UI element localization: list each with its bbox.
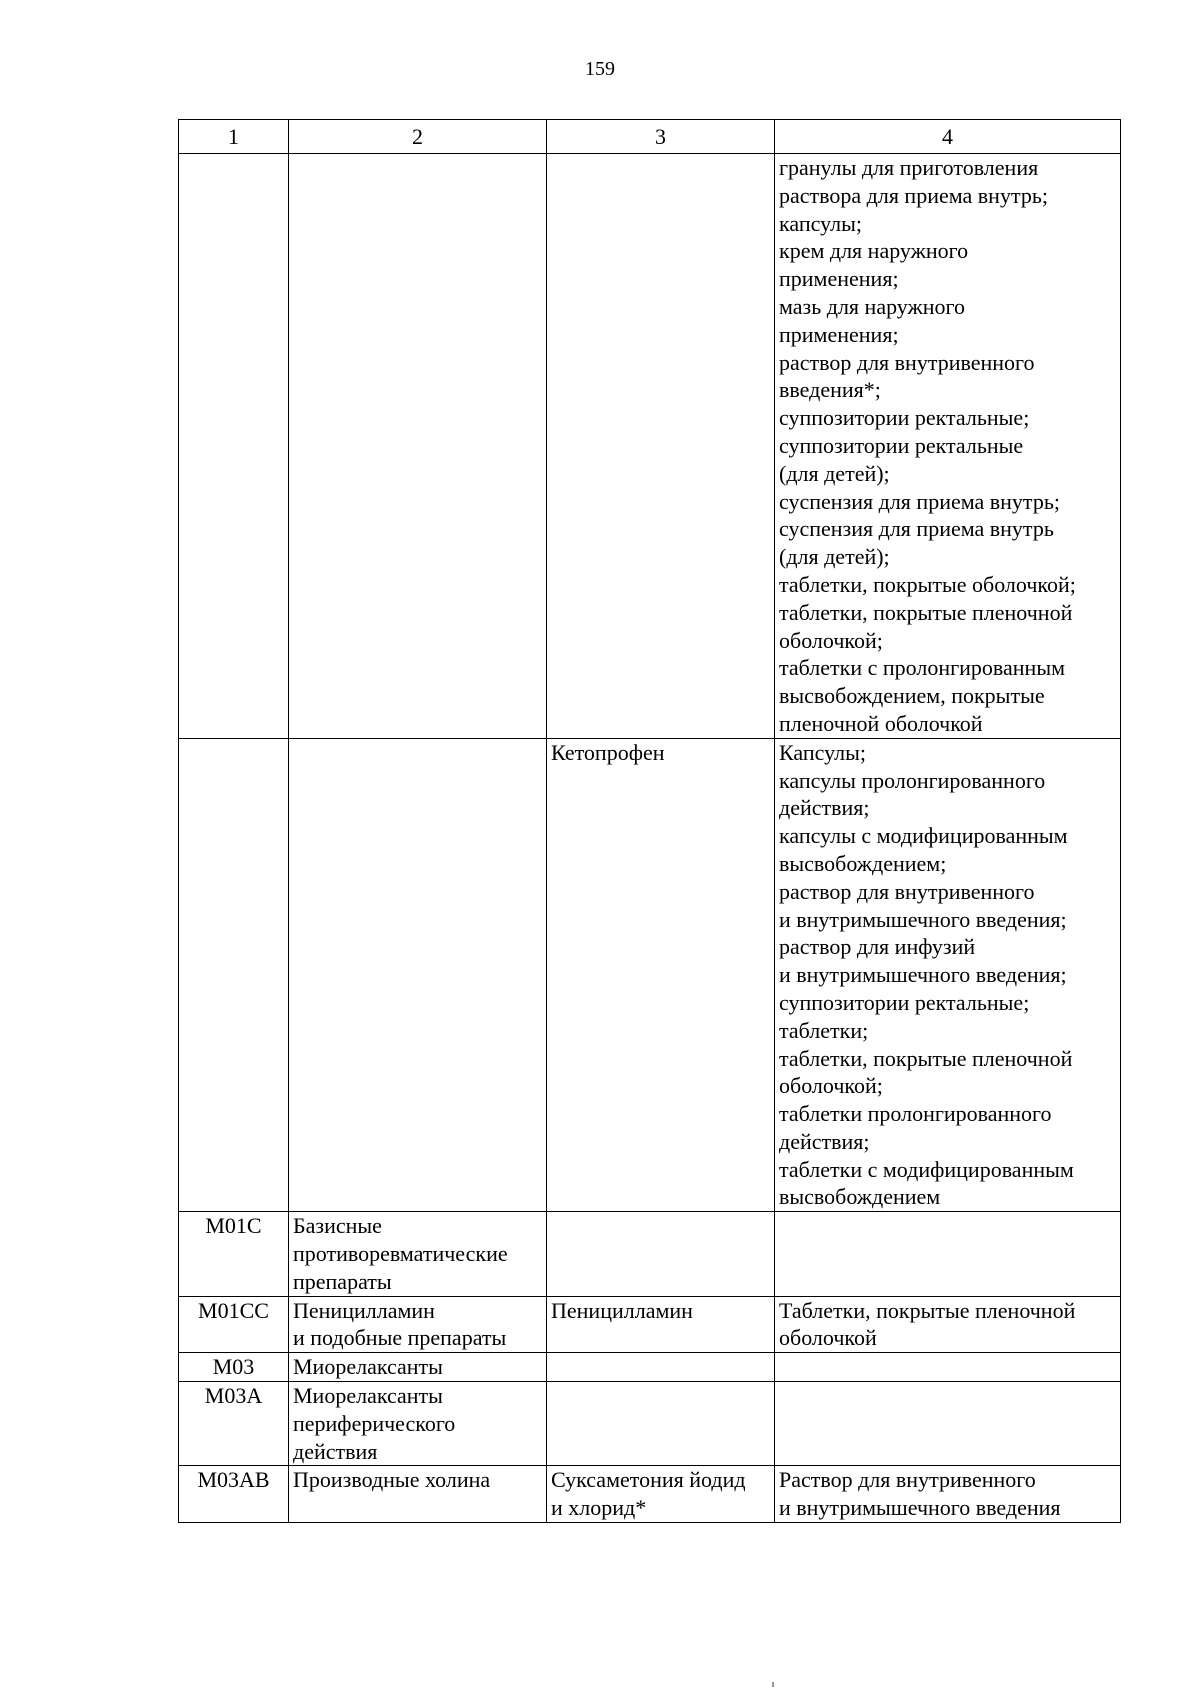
cell-anatomical-group — [289, 738, 547, 1212]
text-line: таблетки с пролонгированным — [779, 655, 1066, 681]
table-header — [179, 120, 1121, 154]
text-line: суспензия для приема внутрь; — [779, 488, 1060, 514]
text-line: Пеницилламин — [293, 1297, 435, 1323]
cell-drug-name — [547, 1466, 775, 1523]
cell-dosage-forms — [775, 1382, 1121, 1466]
text-line: раствор для внутривенного — [779, 349, 1035, 375]
text-line: противоревматические — [293, 1241, 508, 1267]
text-line: действия — [293, 1438, 378, 1464]
text-line: раствор для внутривенного — [779, 878, 1035, 904]
column-header-1: 1 — [179, 120, 289, 154]
text-line: капсулы; — [779, 210, 862, 236]
cell-anatomical-group — [289, 1466, 547, 1523]
column-header-4: 4 — [775, 120, 1121, 154]
text-line: гранулы для приготовления — [779, 155, 1039, 180]
text-line: таблетки, покрытые пленочной — [779, 1045, 1073, 1071]
cell-atc-code — [179, 154, 289, 739]
text-line: мазь для наружного — [779, 293, 965, 319]
cell-anatomical-group — [289, 1382, 547, 1466]
cell-anatomical-group — [289, 1353, 547, 1382]
cell-dosage-forms — [775, 154, 1121, 739]
text-line: оболочкой — [779, 1325, 877, 1351]
text-line: оболочкой; — [779, 627, 883, 653]
text-line: раствора для приема внутрь; — [779, 182, 1048, 208]
cell-atc-code — [179, 738, 289, 1212]
text-line: высвобождением, покрытые — [779, 683, 1045, 709]
table-row — [179, 1382, 1121, 1466]
text-line: Суксаметония йодид — [551, 1467, 746, 1493]
text-line: и внутримышечного введения; — [779, 962, 1067, 988]
drug-table — [178, 119, 1121, 1523]
table-row — [179, 1296, 1121, 1353]
text-line: Раствор для внутривенного — [779, 1467, 1036, 1493]
text-line: Таблетки, покрытые пленочной — [779, 1297, 1076, 1323]
text-line: (для детей); — [779, 544, 890, 570]
text-line: Производные холина — [293, 1467, 491, 1493]
text-line: раствор для инфузий — [779, 934, 976, 960]
cell-atc-code: M01C — [179, 1212, 289, 1296]
text-line: высвобождением; — [779, 850, 947, 876]
text-line: применения; — [779, 321, 899, 347]
cell-drug-name — [547, 1296, 775, 1353]
text-line: Миорелаксанты — [293, 1383, 443, 1409]
text-line: и внутримышечного введения; — [779, 906, 1067, 932]
text-line: крем для наружного — [779, 238, 969, 264]
text-line: и подобные препараты — [293, 1325, 507, 1351]
table-row — [179, 1353, 1121, 1382]
text-line: суппозитории ректальные; — [779, 405, 1030, 431]
text-line: таблетки пролонгированного — [779, 1101, 1052, 1127]
text-line: суппозитории ректальные; — [779, 989, 1030, 1015]
cell-atc-code: M03 — [179, 1353, 289, 1382]
cell-anatomical-group — [289, 1212, 547, 1296]
table-row — [179, 738, 1121, 1212]
cell-drug-name — [547, 738, 775, 1212]
cell-dosage-forms — [775, 1353, 1121, 1382]
text-line: Базисные — [293, 1213, 382, 1239]
cell-dosage-forms — [775, 738, 1121, 1212]
header-row — [179, 120, 1121, 154]
column-header-2: 2 — [289, 120, 547, 154]
cell-atc-code: M03A — [179, 1382, 289, 1466]
cell-drug-name — [547, 1382, 775, 1466]
cell-drug-name — [547, 1212, 775, 1296]
cell-atc-code: M03AB — [179, 1466, 289, 1523]
table-row — [179, 1212, 1121, 1296]
cell-drug-name — [547, 1353, 775, 1382]
scan-artifact — [772, 1682, 774, 1687]
text-line: Пеницилламин — [551, 1297, 693, 1323]
text-line: действия; — [779, 795, 870, 821]
text-line: высвобождением — [779, 1184, 941, 1210]
text-line: пленочной оболочкой — [779, 710, 983, 736]
text-line: периферического — [293, 1410, 456, 1436]
text-line: таблетки с модифицированным — [779, 1156, 1074, 1182]
cell-dosage-forms — [775, 1466, 1121, 1523]
cell-anatomical-group — [289, 154, 547, 739]
text-line: (для детей); — [779, 460, 890, 486]
cell-dosage-forms — [775, 1296, 1121, 1353]
text-line: суспензия для приема внутрь — [779, 516, 1054, 542]
cell-drug-name — [547, 154, 775, 739]
text-line: препараты — [293, 1268, 392, 1294]
text-line: таблетки; — [779, 1017, 869, 1043]
text-line: Миорелаксанты — [293, 1354, 443, 1380]
page-number: 159 — [585, 58, 615, 80]
column-header-3: 3 — [547, 120, 775, 154]
text-line: применения; — [779, 266, 899, 292]
text-line: введения*; — [779, 377, 881, 403]
text-line: действия; — [779, 1128, 870, 1154]
table-row — [179, 154, 1121, 739]
text-line: Кетопрофен — [551, 739, 665, 765]
text-line: оболочкой; — [779, 1073, 883, 1099]
table-row — [179, 1466, 1121, 1523]
text-line: и внутримышечного введения — [779, 1495, 1061, 1521]
table-body — [179, 154, 1121, 1523]
text-line: капсулы пролонгированного — [779, 767, 1046, 793]
text-line: Капсулы; — [779, 739, 867, 765]
text-line: суппозитории ректальные — [779, 432, 1024, 458]
text-line: таблетки, покрытые пленочной — [779, 599, 1073, 625]
text-line: капсулы с модифицированным — [779, 823, 1068, 849]
cell-anatomical-group — [289, 1296, 547, 1353]
text-line: и хлорид* — [551, 1495, 647, 1521]
text-line: таблетки, покрытые оболочкой; — [779, 571, 1076, 597]
cell-dosage-forms — [775, 1212, 1121, 1296]
cell-atc-code: M01CC — [179, 1296, 289, 1353]
